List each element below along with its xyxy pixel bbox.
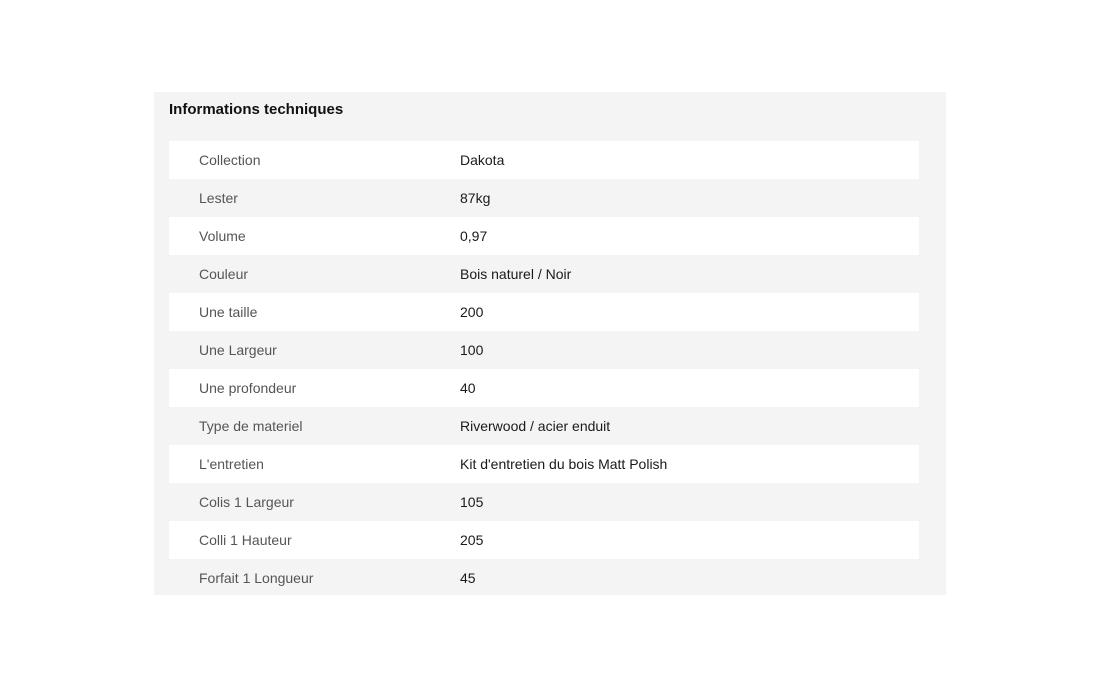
table-row xyxy=(169,331,919,369)
spec-value: 87kg xyxy=(460,190,491,206)
table-row xyxy=(169,141,919,179)
table-row xyxy=(169,407,919,445)
table-row xyxy=(169,217,919,255)
spec-value: 45 xyxy=(460,570,476,586)
spec-label: Collection xyxy=(199,152,261,168)
table-row xyxy=(169,559,919,597)
spec-value: 100 xyxy=(460,342,484,358)
spec-label: Une profondeur xyxy=(199,380,297,396)
spec-value: 200 xyxy=(460,304,484,320)
spec-label: L'entretien xyxy=(199,456,264,472)
spec-table xyxy=(169,141,919,597)
spec-value: 40 xyxy=(460,380,476,396)
spec-value: Kit d'entretien du bois Matt Polish xyxy=(460,456,668,472)
spec-label: Couleur xyxy=(199,266,249,282)
table-row xyxy=(169,293,919,331)
spec-value: Bois naturel / Noir xyxy=(460,266,572,282)
panel-title: Informations techniques xyxy=(169,101,344,118)
spec-value: 105 xyxy=(460,494,484,510)
table-row xyxy=(169,483,919,521)
spec-label: Une taille xyxy=(199,304,258,320)
spec-value: 205 xyxy=(460,532,484,548)
spec-label: Forfait 1 Longueur xyxy=(199,570,314,586)
spec-value: Riverwood / acier enduit xyxy=(460,418,611,434)
table-row xyxy=(169,445,919,483)
technical-info-panel xyxy=(154,92,946,595)
table-row xyxy=(169,255,919,293)
table-row xyxy=(169,369,919,407)
table-row xyxy=(169,179,919,217)
spec-label: Lester xyxy=(199,190,238,206)
table-row xyxy=(169,521,919,559)
spec-value: 0,97 xyxy=(460,228,488,244)
spec-value: Dakota xyxy=(460,152,505,168)
spec-label: Colis 1 Largeur xyxy=(199,494,294,510)
spec-label: Type de materiel xyxy=(199,418,303,434)
spec-label: Une Largeur xyxy=(199,342,277,358)
spec-label: Colli 1 Hauteur xyxy=(199,532,292,548)
spec-label: Volume xyxy=(199,228,246,244)
